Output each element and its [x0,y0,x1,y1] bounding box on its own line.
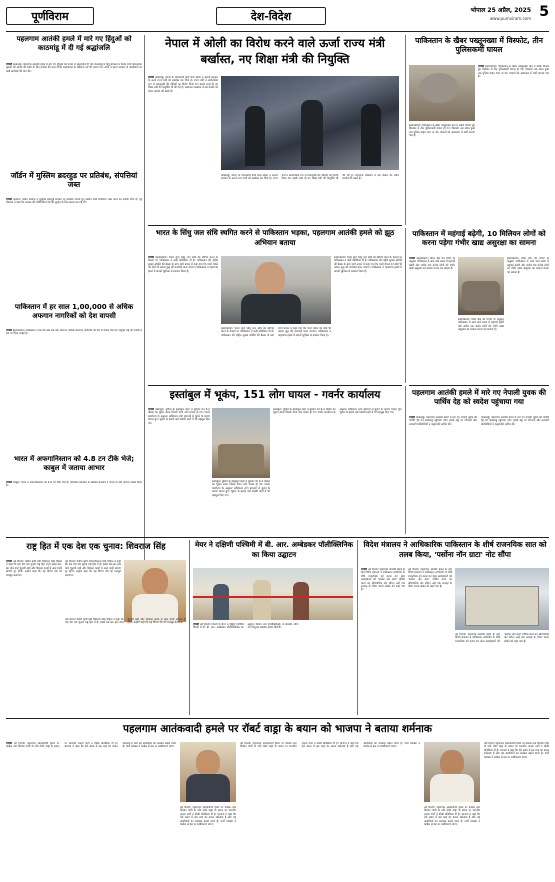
body-text: नई दिल्ली। पहलगाम आतंकवादी हमले पर कांग्रेस नेता प्रियंका गांधी के पति रॉबर्ट वाड्रा के बयान पर भारतीय जनता पार्टी ने तीखी प्रतिक्रिया दी है। भाजपा ने कहा कि ऐसे समय में इस तरह का बयान शर्मनाक है और यह आतंकियों का मनोबल बढ़ाने वाला है। पार्टी प्रवक्ता ने कांग्रेस से इस पर स्पष्टीकरण मांगा। [180,806,236,827]
dateline: एजेंसी [409,416,415,419]
dateline: एजेंसी [6,560,12,563]
section-banner [216,7,326,25]
story-bottom-headline: पहलगाम आतंकवादी हमले पर रॉबर्ट वाड्रा के बयान को भाजपा ने बताया शर्मनाक [123,723,432,735]
story-khyber-body-cont [409,124,475,223]
body-text: नई दिल्ली। पहलगाम आतंकवादी हमले पर कांग्रेस नेता प्रियंका गांधी के पति रॉबर्ट वाड्रा के बयान पर भारतीय जनता पार्टी ने तीखी प्रतिक्रिया दी है। भाजपा ने कहा कि ऐसे समय में इस तरह का बयान शर्मनाक है और यह आतंकियों का मनोबल बढ़ाने वाला है। पार्टी प्रवक्ता ने कांग्रेस से इस पर स्पष्टीकरण मांगा। [6,742,176,749]
metro-photo [193,568,353,620]
story-afghan-body [6,329,142,451]
bottom-photo-1-body [186,774,230,802]
story-nepali-body-1 [409,416,477,534]
story-bottom-body-2 [180,806,236,876]
body-text: इस्तांबुल। तुर्किये के इस्तांबुल शहर में बुधवार को 6.2 तीव्रता का भूकंप आया जिसमें 151 लोग घायल हो गए। गवर्नर कार्यालय के अनुसार अधिकतर लोग इमारतों से कूदने के कारण घायल हुए। भूकंप के झटके कई पड़ोसी प्रांतों में भी महसूस किए गए। [273,408,402,415]
body-text: नई दिल्ली। पहलगाम आतंकी हमले के बाद विदेश मंत्रालय ने पाकिस्तान उच्चायोग के शीर्ष राजनयिक को तलब कर सैन्य सलाहकारों को 'पर्सोना नॉन ग्राटा' घोषित करने का औपचारिक नोट सौंपा। उन्हें एक सप्ताह के भीतर भारत छोड़ने को कहा गया है। [455,633,549,643]
indus-photo-person [255,262,285,296]
metro-photo-people [213,584,229,620]
bottom-photo-2 [424,742,480,802]
body-text: इस्तांबुल। तुर्किये के इस्तांबुल शहर में बुधवार को 6.2 तीव्रता का भूकंप आया जिसमें 151 लोग घायल हो गए। गवर्नर कार्यालय के अनुसार अधिकतर लोग इमारतों से कूदने के कारण घायल हुए। भूकंप के झटके कई पड़ोसी प्रांतों में भी महसूस किए गए। [212,480,270,497]
column-divider [405,386,406,534]
body-text: काठमांडू। नेपाल के प्रधानमंत्री केपी शर्मा ओली ने अपनी सरकार के ऊर्जा राज्य मंत्री को बर्खास्त कर दिया है। राज्य मंत्री ने सार्वजनिक रूप से प्रधानमंत्री की नीतियों का विरोध किया था। इसके साथ ही नए शिक्षा मंत्री की नियुक्ति भी की गई है। सत्तारूढ़ गठबंधन में इस फैसले को लेकर मतभेद की खबरें हैं। [221,174,399,181]
page-number: 5 [539,4,549,20]
body-text: इस्लामाबाद। पाकिस्तान ने इस वर्ष अब तक एक लाख से अधिक अफगान नागरिकों को देश से वापस भेजा है। संयुक्त राष्ट्र की एजेंसी ने इस पर चिंता जताई है। [6,329,142,336]
lead-photo-figures [361,104,381,166]
story-jordan-headline: जॉर्डन में मुस्लिम ब्रदरहुड पर प्रतिबंध, संपत्तियां जब्त [10,171,138,189]
dateline: एजेंसी [6,329,12,332]
dateline: एजेंसी [6,742,12,745]
dateline: एजेंसी [148,256,154,259]
brand-logo [6,7,94,25]
story-indus-body-1 [148,256,218,382]
story-videsh-headline: विदेश मंत्रालय ने आधिकारिक पाकिस्तान के शीर्ष राजनयिक सात को तलब किया, 'पर्सोना नॉन ग्राटा' नोट सौंपा [363,540,547,559]
indus-photo-person [241,294,301,324]
body-text: अम्मान। जॉर्डन सरकार ने मुस्लिम ब्रदरहुड संगठन पर प्रतिबंध लगाते हुए उसकी सभी संपत्तियां जब्त करने का आदेश दिया है। गृह मंत्रालय ने कहा कि संगठन की गतिविधियां देश की सुरक्षा के लिए खतरा बन गई थीं। [6,198,142,205]
section-rule [6,537,549,538]
story-khyber-headline: पाकिस्तान के खैबर पख्तूनख्वा में विस्फोट, तीन पुलिसकर्मी घायल [415,36,543,54]
lead-body-left [148,76,218,222]
story-inflation-body-1 [409,257,455,383]
story-kathmandu-headline: पहलगाम आतंकी हमले में मारे गए हिंदुओं को काठमांडू में दी गई श्रद्धांजलि [16,35,132,52]
body-text: काबुल। भारत ने अफगानिस्तान को 4.8 टन टीके भेजे हैं। तालिबान प्रशासन के स्वास्थ्य मंत्रालय ने भारत के प्रति आभार व्यक्त किया है। [6,481,142,488]
section-rule [148,225,402,226]
story-vaccine-headline: भारत में अफगानिस्तान को 4.8 टन टीके भेजे; काबुल में जताया आभार [13,455,135,472]
dateline: एजेंसी [148,408,154,411]
story-videsh-body-2 [408,568,452,715]
story-inflation-headline: पाकिस्तान में महंगाई बढ़ेगी, 10 मिलियन लोगों को करना पड़ेगा गंभीर खाद्य असुरक्षा का सामना [412,229,546,247]
story-afghan-headline: पाकिस्तान में हर साल 1,00,000 से अधिक अफगान नागरिकों को देश वापसी [14,303,134,320]
story-quake-body-3 [273,408,402,532]
dateline: एजेंसी [361,568,367,571]
metro-photo-people [293,582,309,620]
story-khyber-body [478,65,549,223]
body-text: काठमांडू। नेपाल के प्रधानमंत्री केपी शर्मा ओली ने अपनी सरकार के ऊर्जा राज्य मंत्री को बर्खास्त कर दिया है। राज्य मंत्री ने सार्वजनिक रूप से प्रधानमंत्री की नीतियों का विरोध किया था। इसके साथ ही नए शिक्षा मंत्री की नियुक्ति भी की गई है। सत्तारूढ़ गठबंधन में इस फैसले को लेकर मतभेद की खबरें हैं। [148,76,218,93]
quake-photo-rubble [218,444,264,474]
section-title: देश-विदेश [250,10,292,23]
body-text: नई दिल्ली। दिल्ली के मेयर ने दक्षिण पश्चिमी दिल्ली में डॉ. बी. आर. अम्बेडकर पॉलीक्लिनिक का उद्घाटन किया। इस पॉलीक्लिनिक में स्थानीय लोगों को निःशुल्क स्वास्थ्य सेवाएं मिलेंगी। [193,623,299,630]
rashtra-photo-face [142,568,168,596]
body-text: इस्लामाबाद। पाकिस्तान के खैबर पख्तूनख्वा प्रांत में सड़क किनारे हुए विस्फोट में तीन पुलिसकर्मी घायल हो गए। विस्फोट उस समय हुआ जब पुलिस वाहन गश्त पर था। घायलों को अस्पताल में भर्ती कराया गया है। [409,124,475,138]
story-metro-headline: मेयर ने दक्षिणी पश्चिमी में बी. आर. अम्बेडकर पॉलीक्लिनिक का किया उद्घाटन [195,540,353,559]
story-rashtra-headline: राष्ट्र हित में एक देश एक चुनाव: शिवराज सिंह [26,541,166,551]
body-text: इस्लामाबाद। भारत द्वारा सिंधु जल संधि को स्थगित करने के फैसले पर पाकिस्तान ने कड़ी प्रतिक्रिया दी है। पाकिस्तान की राष्ट्रीय सुरक्षा समिति की बैठक के बाद जारी बयान में कहा गया कि पानी रोकने का कोई भी प्रयास युद्ध की कार्रवाई माना जाएगा। पाकिस्तान ने पहलगाम हमले में अपनी भूमिका से इनकार किया है। [334,256,402,273]
story-videsh-body-3 [455,633,549,715]
story-videsh-body-1 [361,568,405,715]
column-divider [144,35,145,593]
metro-photo-people [253,580,271,620]
lead-photo [221,76,399,170]
brand-name: पूर्णविराम [31,10,69,23]
story-metro-body [193,623,353,715]
videsh-photo-building [465,586,539,626]
story-nepali-body-2 [481,416,549,534]
story-indus-body-3 [221,327,331,382]
story-bottom-body-3 [240,742,420,876]
body-text: नई दिल्ली। केंद्रीय कृषि मंत्री शिवराज सिंह चौहान ने कहा कि एक देश एक चुनाव राष्ट्र हित में है। इससे बार-बार होने वाले चुनावी खर्च और विकास कार्यों में आने वाली बाधाएं दूर होंगी। उन्होंने कहा कि यह विचार देश को मजबूत बनाएगा। [65,560,121,577]
lead-photo-figures [301,100,323,166]
story-rashtra-body-3 [65,618,186,715]
dateline: एजेंसी [6,198,12,201]
body-text: इस्लामाबाद। विश्व बैंक की रिपोर्ट के अनुसार पाकिस्तान में आने वाले समय में महंगाई बढ़ेगी और करीब एक करोड़ लोगों को गंभीर खाद्य असुरक्षा का सामना करना पड़ सकता है। [409,257,455,271]
website: www.purnviram.com [489,16,531,21]
dateline: एजेंसी [409,257,415,260]
body-text: इस्लामाबाद। पाकिस्तान के खैबर पख्तूनख्वा प्रांत में सड़क किनारे हुए विस्फोट में तीन पुलिसकर्मी घायल हो गए। विस्फोट उस समय हुआ जब पुलिस वाहन गश्त पर था। घायलों को अस्पताल में भर्ती कराया गया है। [478,65,549,79]
story-indus-headline: भारत के सिंधु जल संधि स्थगित करने से पाकिस्तान भड़का, पहलगाम आतंकी हमले को झूठ अभियान बताया [155,228,395,247]
story-kathmandu-body [6,63,142,168]
lead-headline: नेपाल में ओली का विरोध करने वाले ऊर्जा राज्य मंत्री बर्खास्त, नए शिक्षा मंत्री की नियुक्ति [165,36,385,66]
section-rule [409,385,549,386]
column-divider [405,35,406,225]
bottom-photo-2-face [440,750,464,776]
body-text: इस्लामाबाद। विश्व बैंक की रिपोर्ट के अनुसार पाकिस्तान में आने वाले समय में महंगाई बढ़ेगी और करीब एक करोड़ लोगों को गंभीर खाद्य असुरक्षा का सामना करना पड़ सकता है। [507,257,549,274]
body-text: इस्लामाबाद। विश्व बैंक की रिपोर्ट के अनुसार पाकिस्तान में आने वाले समय में महंगाई बढ़ेगी और करीब एक करोड़ लोगों को गंभीर खाद्य असुरक्षा का सामना करना पड़ सकता है। [458,318,504,332]
left-column [6,35,142,595]
section-rule [6,718,549,719]
story-nepali-headline: पहलगाम आतंकी हमले में मारे गए नेपाली युवक की पार्थिव देह को स्वदेश पहुंचाया गया [412,388,546,406]
khyber-photo-smoke [419,73,459,103]
dateline: एजेंसी [478,65,484,68]
body-text: नई दिल्ली। पहलगाम आतंकवादी हमले पर कांग्रेस नेता प्रियंका गांधी के पति रॉबर्ट वाड्रा के बयान पर भारतीय जनता पार्टी ने तीखी प्रतिक्रिया दी है। भाजपा ने कहा कि ऐसे समय में इस तरह का बयान शर्मनाक है और यह आतंकियों का मनोबल बढ़ाने वाला है। पार्टी प्रवक्ता ने कांग्रेस से इस पर स्पष्टीकरण मांगा। [424,806,480,827]
section-rule [148,385,402,386]
body-text: काठमांडू। पहलगाम आतंकी हमले में मारे गए हिंदुओं को नेपाल में श्रद्धांजलि दी गई। काठमांडू में हिंदू संगठनों ने कैंडल मार्च निकालकर मृतकों की आत्मा की शांति के लिए प्रार्थना की। इस दौरान आतंकवाद के खिलाफ नारे भी लगाए गए। लोगों ने भारत सरकार से आतंकियों पर कड़ी कार्रवाई की मांग की। [6,63,142,73]
body-text: काठमांडू। पहलगाम आतंकी हमले में मारे गए नेपाली युवक की पार्थिव देह को काठमांडू पहुंचाया गया। हवाई अड्डे पर परिजनों और सरकारी प्रतिनिधियों ने श्रद्धांजलि अर्पित की। [481,416,549,426]
masthead [6,4,549,30]
bottom-photo-1-face [196,750,220,776]
quake-photo [212,408,270,478]
story-quake-body-2 [212,480,270,532]
videsh-photo [455,568,549,630]
story-rashtra-body-1 [6,560,62,715]
rashtra-photo [124,560,186,622]
body-text: नई दिल्ली। पहलगाम आतंकवादी हमले पर कांग्रेस नेता प्रियंका गांधी के पति रॉबर्ट वाड्रा के बयान पर भारतीय जनता पार्टी ने तीखी प्रतिक्रिया दी है। भाजपा ने कहा कि ऐसे समय में इस तरह का बयान शर्मनाक है और यह आतंकियों का मनोबल बढ़ाने वाला है। पार्टी प्रवक्ता ने कांग्रेस से इस पर स्पष्टीकरण मांगा। [484,742,549,759]
story-jordan-body [6,198,142,300]
indus-photo [221,256,331,324]
column-divider [357,540,358,715]
metro-photo-ribbon [193,596,353,598]
body-text: इस्लामाबाद। भारत द्वारा सिंधु जल संधि को स्थगित करने के फैसले पर पाकिस्तान ने कड़ी प्रतिक्रिया दी है। पाकिस्तान की राष्ट्रीय सुरक्षा समिति की बैठक के बाद जारी बयान में कहा गया कि पानी रोकने का कोई भी प्रयास युद्ध की कार्रवाई माना जाएगा। पाकिस्तान ने पहलगाम हमले में अपनी भूमिका से इनकार किया है। [221,327,331,337]
body-text: इस्तांबुल। तुर्किये के इस्तांबुल शहर में बुधवार को 6.2 तीव्रता का भूकंप आया जिसमें 151 लोग घायल हो गए। गवर्नर कार्यालय के अनुसार अधिकतर लोग इमारतों से कूदने के कारण घायल हुए। भूकंप के झटके कई पड़ोसी प्रांतों में भी महसूस किए गए। [148,408,210,425]
body-text: नई दिल्ली। पहलगाम आतंकवादी हमले पर कांग्रेस नेता प्रियंका गांधी के पति रॉबर्ट वाड्रा के बयान पर भारतीय जनता पार्टी ने तीखी प्रतिक्रिया दी है। भाजपा ने कहा कि ऐसे समय में इस तरह का बयान शर्मनाक है और यह आतंकियों का मनोबल बढ़ाने वाला है। पार्टी प्रवक्ता ने कांग्रेस से इस पर स्पष्टीकरण मांगा। [240,742,420,749]
lead-body-right [221,174,399,222]
dateline: एजेंसी [148,76,154,79]
khyber-photo [409,65,475,121]
issue-date: भोपाल 25 अप्रैल, 2025 [470,7,531,14]
bottom-photo-2-body [430,774,474,802]
story-quake-headline: इस्तांबुल में भूकंप, 151 लोग घायल - गवर्नर कार्यालय [169,389,381,401]
story-quake-body-1 [148,408,210,532]
lead-photo-figures [245,106,265,166]
column-divider [405,228,406,383]
body-text: नई दिल्ली। केंद्रीय कृषि मंत्री शिवराज सिंह चौहान ने कहा कि एक देश एक चुनाव राष्ट्र हित में है। इससे बार-बार होने वाले चुनावी खर्च और विकास कार्यों में आने वाली बाधाएं दूर होंगी। उन्होंने कहा कि यह विचार देश को मजबूत बनाएगा। [6,560,62,577]
story-rashtra-body-2 [65,560,121,615]
story-indus-body-2 [334,256,402,382]
bottom-photo-1 [180,742,236,802]
body-text: नई दिल्ली। पहलगाम आतंकी हमले के बाद विदेश मंत्रालय ने पाकिस्तान उच्चायोग के शीर्ष राजनयिक को तलब कर सैन्य सलाहकारों को 'पर्सोना नॉन ग्राटा' घोषित करने का औपचारिक नोट सौंपा। उन्हें एक सप्ताह के भीतर भारत छोड़ने को कहा गया है। [408,568,452,589]
story-inflation-body-2 [507,257,549,383]
body-text: नई दिल्ली। केंद्रीय कृषि मंत्री शिवराज सिंह चौहान ने कहा कि एक देश एक चुनाव राष्ट्र हित में है। इससे बार-बार होने वाले चुनावी खर्च और विकास कार्यों में आने वाली बाधाएं दूर होंगी। उन्होंने कहा कि यह विचार देश को मजबूत बनाएगा। [65,618,186,625]
inflation-photo [458,257,504,315]
masthead-rule [6,31,549,32]
story-bottom-body-5 [484,742,549,876]
body-text: इस्लामाबाद। भारत द्वारा सिंधु जल संधि को स्थगित करने के फैसले पर पाकिस्तान ने कड़ी प्रतिक्रिया दी है। पाकिस्तान की राष्ट्रीय सुरक्षा समिति की बैठक के बाद जारी बयान में कहा गया कि पानी रोकने का कोई भी प्रयास युद्ध की कार्रवाई माना जाएगा। पाकिस्तान ने पहलगाम हमले में अपनी भूमिका से इनकार किया है। [148,256,218,273]
body-text: काठमांडू। पहलगाम आतंकी हमले में मारे गए नेपाली युवक की पार्थिव देह को काठमांडू पहुंचाया गया। हवाई अड्डे पर परिजनों और सरकारी प्रतिनिधियों ने श्रद्धांजलि अर्पित की। [409,416,477,426]
dateline: एजेंसी [6,481,12,484]
story-inflation-body-3 [458,318,504,383]
story-bottom-body-4 [424,806,480,876]
story-bottom-body-1 [6,742,176,876]
dateline: एजेंसी [193,623,199,626]
dateline: एजेंसी [6,63,12,66]
inflation-photo-crowd [462,281,500,311]
body-text: नई दिल्ली। पहलगाम आतंकी हमले के बाद विदेश मंत्रालय ने पाकिस्तान उच्चायोग के शीर्ष राजनयिक को तलब कर सैन्य सलाहकारों को 'पर्सोना नॉन ग्राटा' घोषित करने का औपचारिक नोट सौंपा। उन्हें एक सप्ताह के भीतर भारत छोड़ने को कहा गया है। [361,568,405,592]
column-divider [189,540,190,715]
